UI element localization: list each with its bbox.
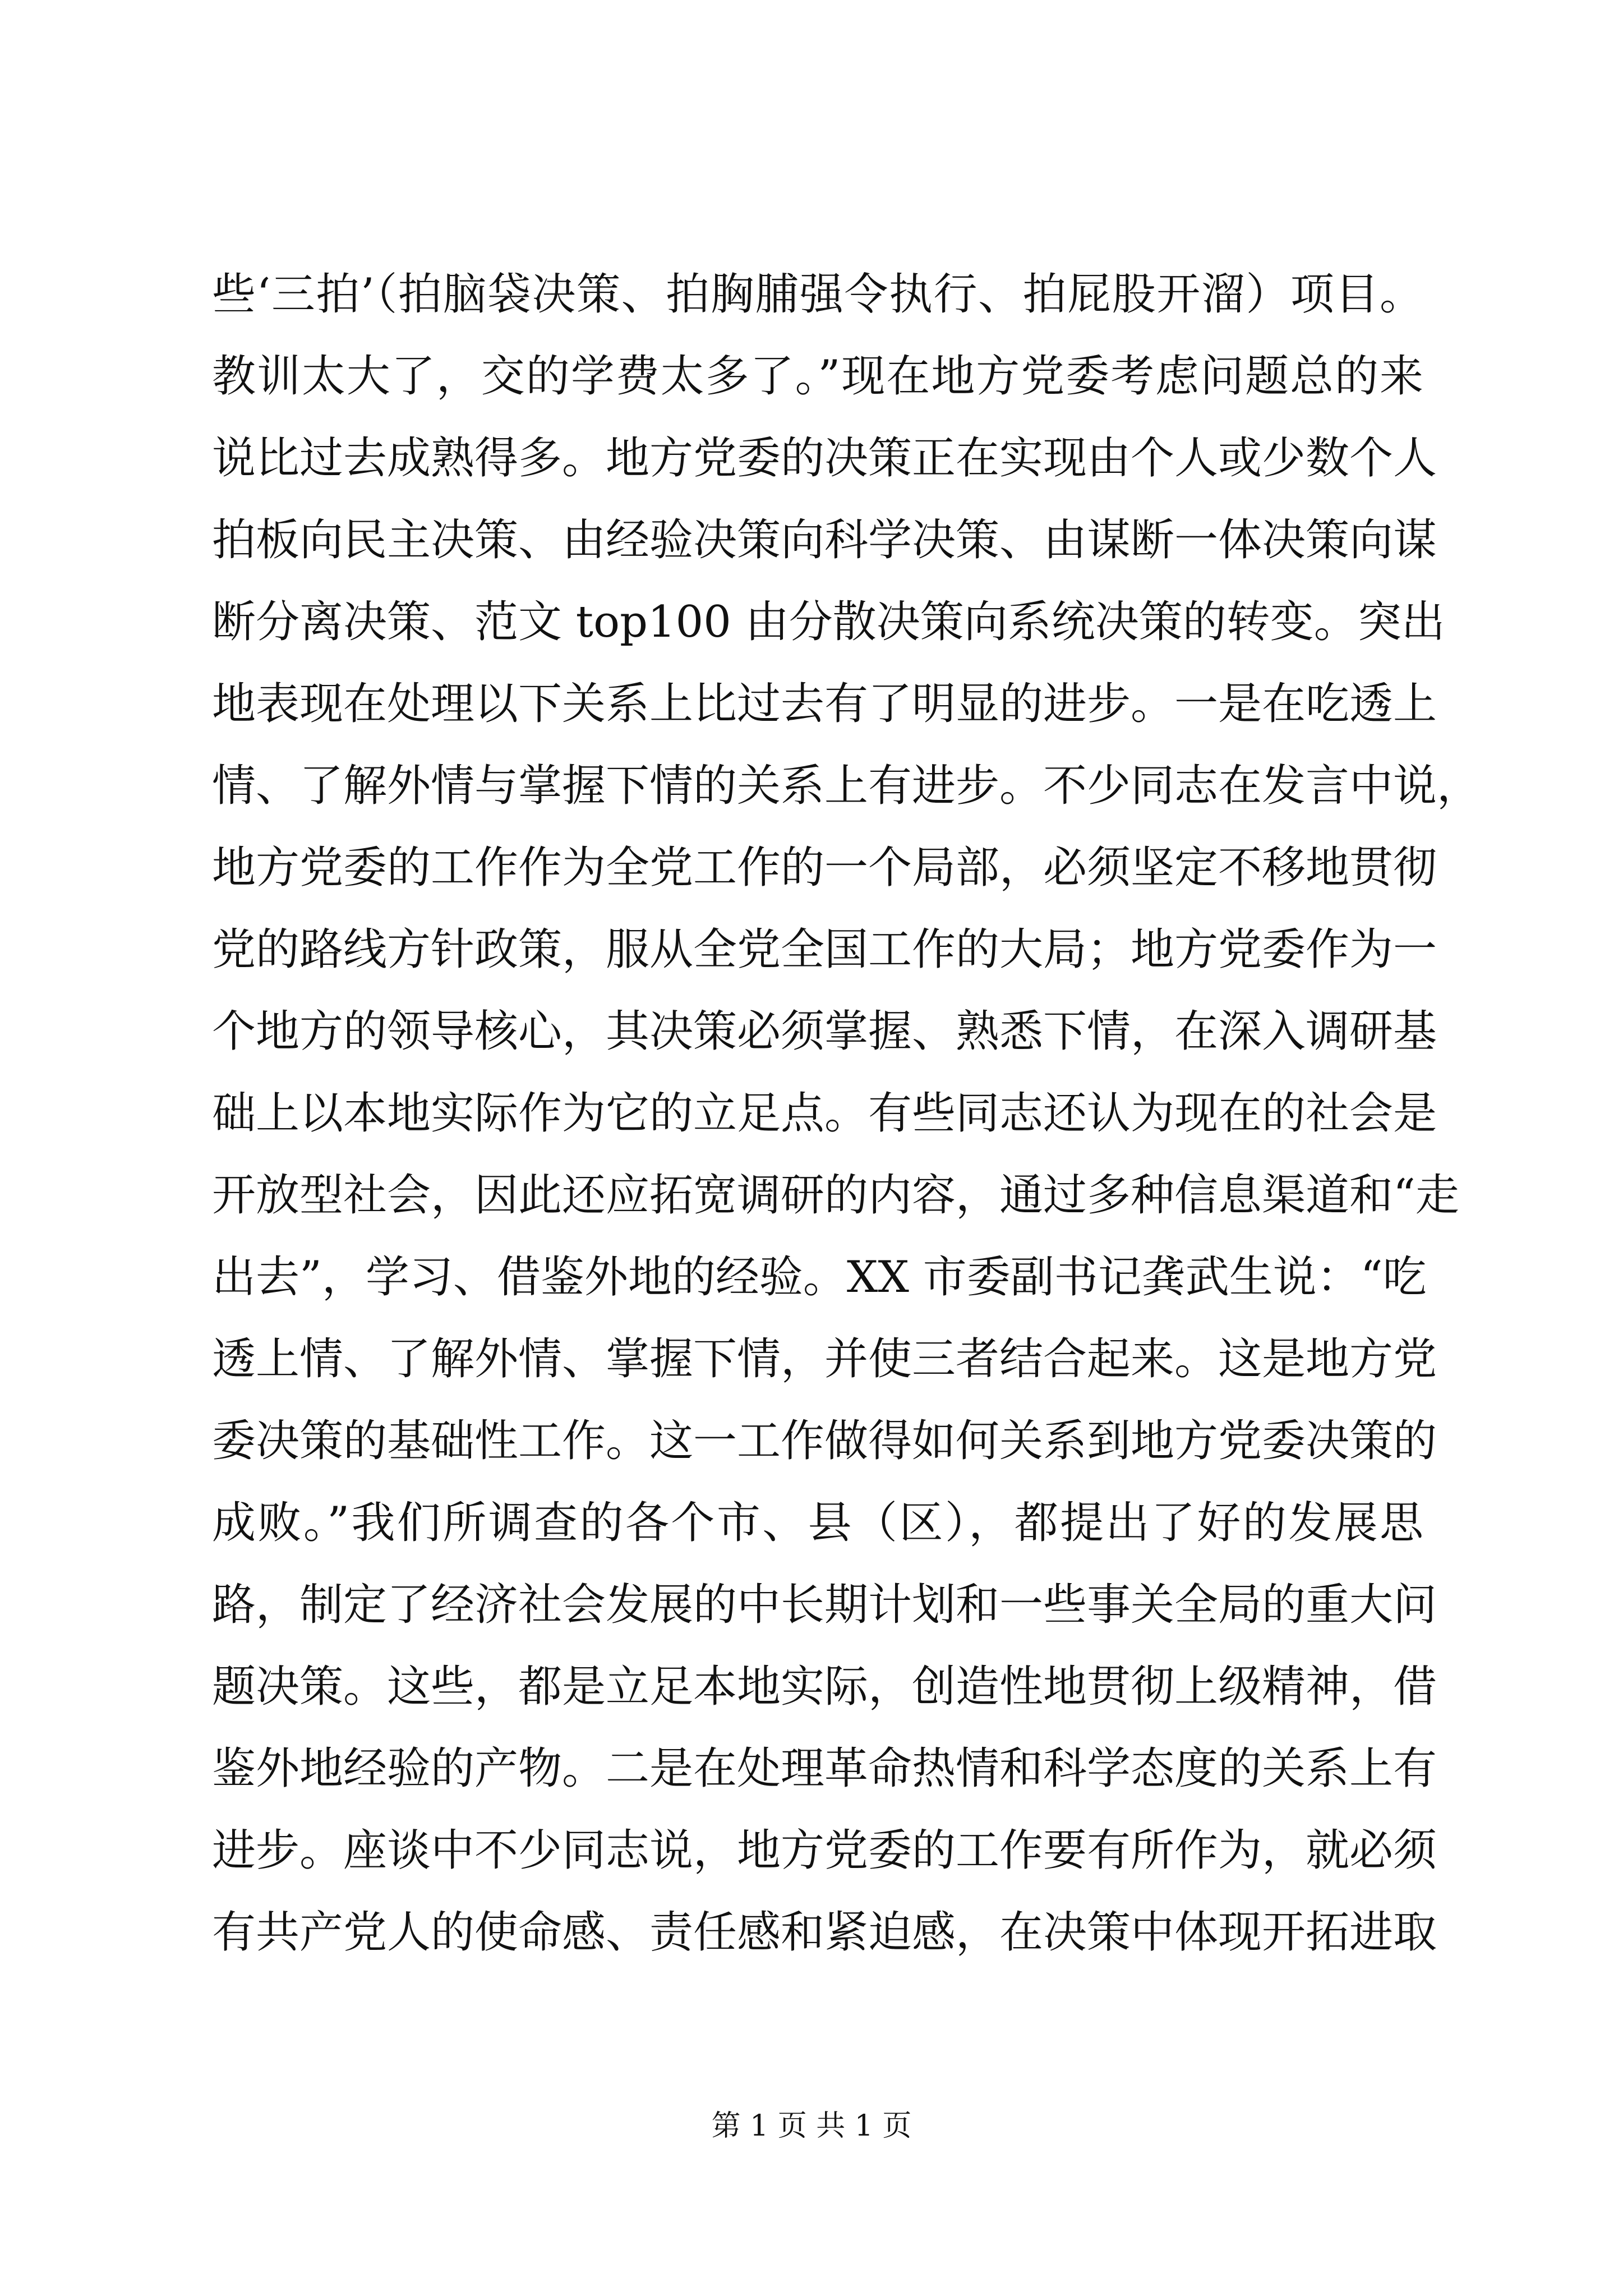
text-line: 有共产党人的使命感、责任感和紧迫感，在决策中体现开拓进取 xyxy=(212,1907,1437,1958)
text-line: 些‘三拍’（拍脑袋决策、拍胸脯强令执行、拍屁股开溜）项目。 xyxy=(212,269,1423,320)
text-line: 鉴外地经验的产物。二是在处理革命热情和科学态度的关系上有 xyxy=(212,1743,1437,1794)
text-line: 断分离决策、范文 top100 由分散决策向系统决策的转变。突出 xyxy=(212,597,1445,647)
page-footer xyxy=(0,2106,1623,2146)
page-number-label: 第 1 页 共 1 页 xyxy=(711,2109,912,2143)
text-line: 拍板向民主决策、由经验决策向科学决策、由谋断一体决策向谋 xyxy=(212,515,1437,565)
text-line: 进步。座谈中不少同志说，地方党委的工作要有所作为，就必须 xyxy=(212,1825,1437,1876)
text-line: 成败。”我们所调查的各个市、县（区），都提出了好的发展思 xyxy=(212,1498,1423,1548)
text-line: 透上情、了解外情、掌握下情，并使三者结合起来。这是地方党 xyxy=(212,1334,1437,1384)
text-line: 题决策。这些，都是立足本地实际，创造性地贯彻上级精神，借 xyxy=(212,1662,1437,1712)
text-line: 情、了解外情与掌握下情的关系上有进步。不少同志在发言中说， xyxy=(212,761,1481,811)
text-line: 地方党委的工作作为全党工作的一个局部，必须坚定不移地贯彻 xyxy=(212,843,1437,893)
body-text xyxy=(212,254,1481,1973)
text-line: 教训太大了，交的学费太多了。”现在地方党委考虑问题总的来 xyxy=(212,351,1423,402)
text-line: 个地方的领导核心，其决策必须掌握、熟悉下情，在深入调研基 xyxy=(212,1006,1437,1057)
text-line: 委决策的基础性工作。这一工作做得如何关系到地方党委决策的 xyxy=(212,1416,1437,1466)
text-line: 党的路线方针政策，服从全党全国工作的大局；地方党委作为一 xyxy=(212,924,1437,975)
text-line: 础上以本地实际作为它的立足点。有些同志还认为现在的社会是 xyxy=(212,1088,1437,1139)
text-line: 开放型社会，因此还应拓宽调研的内容，通过多种信息渠道和“走 xyxy=(212,1170,1459,1221)
text-line: 出去”，学习、借鉴外地的经验。XX 市委副书记龚武生说：“吃 xyxy=(212,1252,1427,1303)
text-line: 路，制定了经济社会发展的中长期计划和一些事关全局的重大问 xyxy=(212,1580,1437,1630)
text-line: 地表现在处理以下关系上比过去有了明显的进步。一是在吃透上 xyxy=(212,679,1437,729)
text-line: 说比过去成熟得多。地方党委的决策正在实现由个人或少数个人 xyxy=(212,433,1437,484)
